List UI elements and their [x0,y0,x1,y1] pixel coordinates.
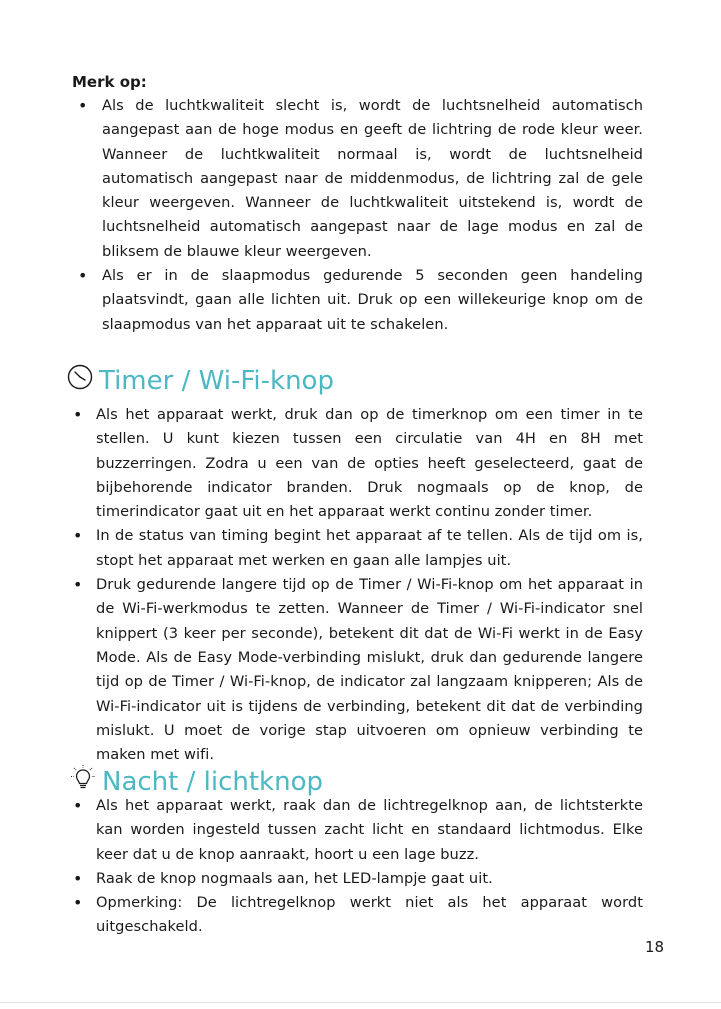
page-number: 18 [645,938,665,956]
list-item: • Druk gedurende langere tijd op de Timer / Wi-Fi-knop om het apparaat in de Wi-Fi-werkmodus te zetten. Wanneer de Timer / Wi-Fi-indicator snel knippert (3 keer per seconde), betekent dit dat de Wi-Fi werkt in de Easy Mode. Als de Easy Mode-verbinding mislukt, druk dan gedurende langere tijd op de Timer / Wi-Fi-knop, de indicator zal langzaam knipperen; Als de Wi-Fi-indicator uit is tijdens de verbinding, betekent dit dat de verbinding mislukt. U moet de vorige stap uitvoeren om opnieuw verbinding te maken met wifi. [96,573,643,767]
timer-section-title: Timer / Wi-Fi-knop [99,365,334,396]
timer-icon [67,364,99,397]
timer-section-heading [67,364,334,397]
bottom-divider [0,1002,721,1003]
note-title: Merk op: [72,73,147,91]
list-item: • Als de luchtkwaliteit slecht is, wordt de luchtsnelheid automatisch aangepast aan de hoge modus en geeft de lichtring de rode kleur weer. Wanneer de luchtkwaliteit normaal is, wordt de luchtsnelheid automatisch aangepast naar de middenmodus, de lichtring zal de gele kleur weergeven. Wanneer de luchtkwaliteit uitstekend is, wordt de luchtsnelheid automatisch aangepast naar de lage modus en zal de bliksem de blauwe kleur weergeven. [102,94,643,264]
night-list [96,794,643,940]
list-item: • Raak de knop nogmaals aan, het LED-lampje gaat uit. [96,867,643,891]
list-item: • Als het apparaat werkt, druk dan op de timerknop om een timer in te stellen. U kunt kiezen tussen een circulatie van 4H en 8H met buzzerringen. Zodra u een van de opties heeft geselecteerd, gaat de bijbehorende indicator branden. Druk nogmaals op de knop, de timerindicator gaat uit en het apparaat werkt continu zonder timer. [96,403,643,524]
night-section-title: Nacht / lichtknop [102,766,323,797]
list-item: • In de status van timing begint het apparaat af te tellen. Als de tijd om is, stopt het apparaat met werken en gaan alle lampjes uit. [96,524,643,573]
list-item: • Als het apparaat werkt, raak dan de lichtregelknop aan, de lichtsterkte kan worden ingesteld tussen zacht licht en standaard lichtmodus. Elke keer dat u de knop aanraakt, hoort u een lage buzz. [96,794,643,867]
list-item: • Als er in de slaapmodus gedurende 5 seconden geen handeling plaatsvindt, gaan alle lichten uit. Druk op een willekeurige knop om de slaapmodus van het apparaat uit te schakelen. [102,264,643,337]
note-list [102,94,643,337]
timer-list [96,403,643,767]
list-item: • Opmerking: De lichtregelknop werkt niet als het apparaat wordt uitgeschakeld. [96,891,643,940]
